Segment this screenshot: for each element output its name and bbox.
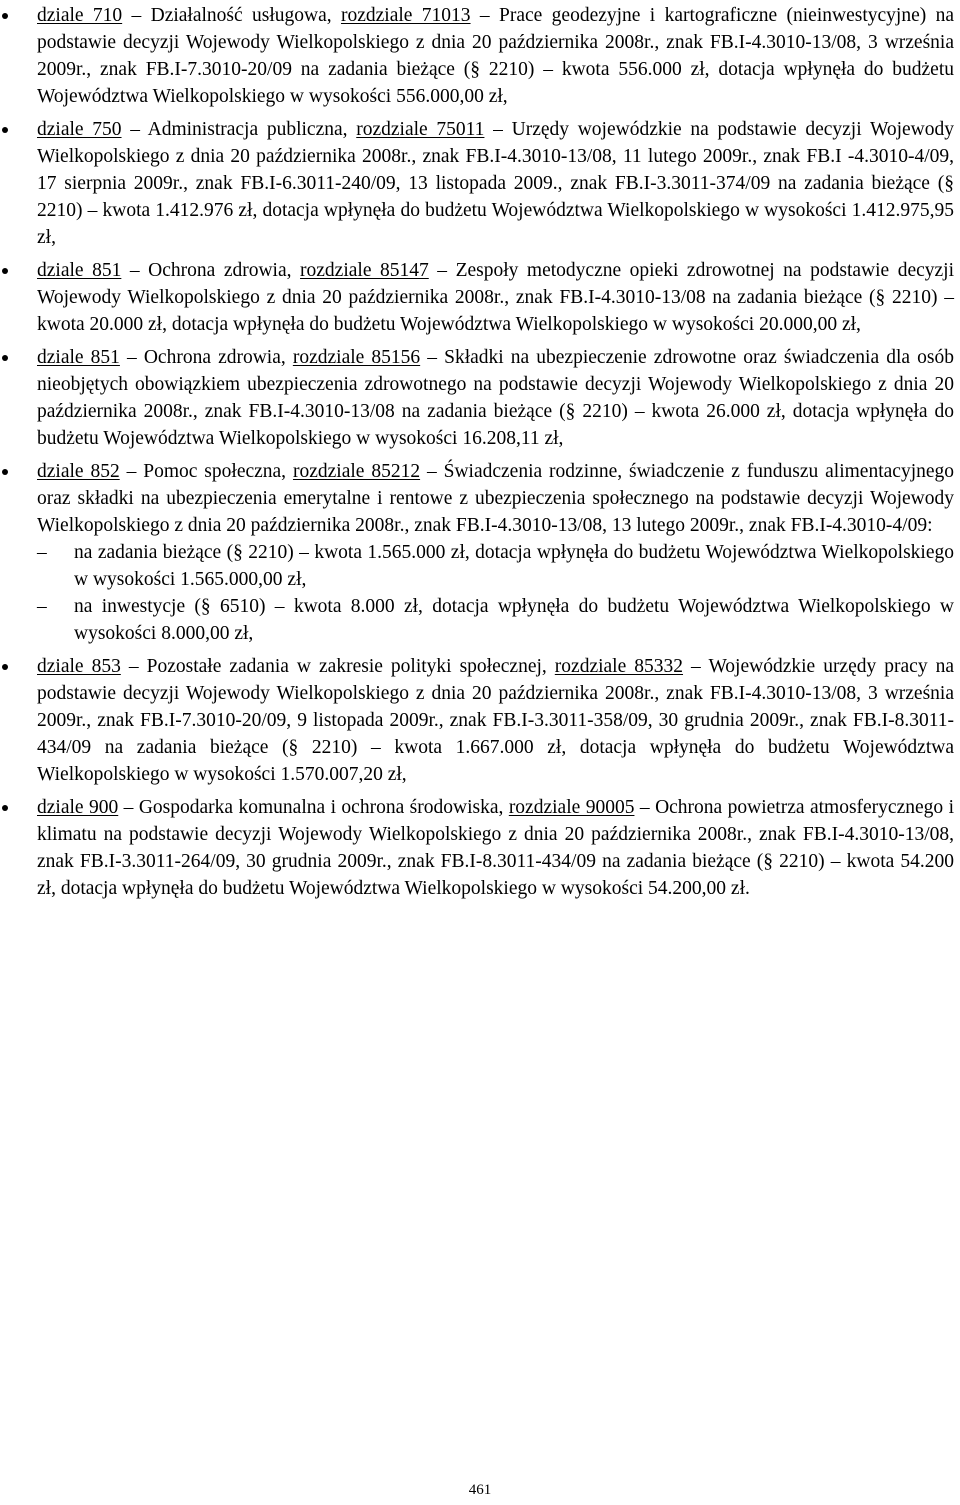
dzial-label: dziale 852 [37, 461, 120, 482]
rozdzial-label: rozdziale 90005 [508, 797, 635, 818]
funding-list [0, 2, 960, 908]
dzial-name: – Gospodarka komunalna i ochrona środowiska, [118, 797, 509, 818]
bullet-icon [2, 13, 8, 19]
rozdzial-label: rozdziale 85147 [300, 260, 429, 281]
rozdzial-label: rozdziale 85212 [292, 461, 421, 482]
dzial-label: dziale 710 [37, 5, 123, 26]
dzial-name: – Ochrona zdrowia, [121, 260, 301, 281]
sub-item-text: na inwestycje (§ 6510) – kwota 8.000 zł, dotacja wpłynęła do budżetu Województwa Wielkopolskiego w wysokości 8.000,00 zł, [74, 596, 954, 644]
dzial-label: dziale 851 [37, 260, 122, 281]
rozdzial-label: rozdziale 71013 [340, 5, 471, 26]
list-item [0, 794, 960, 902]
bullet-icon [2, 469, 8, 475]
dzial-label: dziale 900 [37, 797, 119, 818]
list-item [0, 2, 960, 110]
list-item [0, 257, 960, 338]
item-text: – Wojewódzkie urzędy pracy na podstawie decyzji Wojewody Wielkopolskiego z dnia 20 października 2008r., znak FB.I-4.3010-13/08, 3 września 2009r., znak FB.I-7.3010-20/09, 9 listopada 2009r., znak FB.I-3.3011-358/09, 30 grudnia 2009r., znak FB.I-8.3011-434/09 na zadania bieżące (§ 2210) – kwota 1.667.000 zł, dotacja wpłynęła do budżetu Województwa Wielkopolskiego w wysokości 1.570.007,20 zł, [37, 656, 954, 785]
dash-marker: – [37, 596, 47, 617]
item-text: – Składki na ubezpieczenie zdrowotne oraz świadczenia dla osób nieobjętych obowiązkiem ubezpieczenia zdrowotnego na podstawie decyzji Wojewody Wielkopolskiego z dnia 20 października 2008r., znak FB.I-4.3010-13/08 na zadania bieżące (§ 2210) – kwota 26.000 zł, dotacja wpłynęła do budżetu Województwa Wielkopolskiego w wysokości 16.208,11 zł, [37, 347, 954, 449]
rozdzial-label: rozdziale 85332 [554, 656, 684, 677]
sub-list-item [37, 539, 954, 593]
item-text: – Zespoły metodyczne opieki zdrowotnej na podstawie decyzji Wojewody Wielkopolskiego z dnia 20 października 2008r., znak FB.I-4.3010-13/08 na zadania bieżące (§ 2210) – kwota 20.000 zł, dotacja wpłynęła do budżetu Województwa Wielkopolskiego w wysokości 20.000,00 zł, [37, 260, 955, 335]
page-number: 461 [468, 1482, 492, 1498]
dzial-name: – Pozostałe zadania w zakresie polityki społecznej, [120, 656, 555, 677]
item-text: – Urzędy wojewódzkie na podstawie decyzji Wojewody Wielkopolskiego z dnia 20 października 2008r., znak FB.I-4.3010-13/08, 11 lutego 2009r., znak FB.I -4.3010-4/09, 17 sierpnia 2009r., znak FB.I-6.3011-240/09, 13 listopada 2009., znak FB.I-3.3011-374/09 na zadania bieżące (§ 2210) – kwota 1.412.976 zł, dotacja wpłynęła do budżetu Województwa Wielkopolskiego w wysokości 1.412.975,95 zł, [37, 119, 954, 248]
item-text: – Świadczenia rodzinne, świadczenie z funduszu alimentacyjnego oraz składki na ubezpieczenia emerytalne i rentowe z ubezpieczenia społecznego na podstawie decyzji Wojewody Wielkopolskiego z dnia 20 października 2008r., znak FB.I-4.3010-13/08, 13 lutego 2009r., znak FB.I-4.3010-4/09: [37, 461, 955, 536]
dzial-label: dziale 851 [37, 347, 120, 368]
bullet-icon [2, 805, 8, 811]
item-text: – Prace geodezyjne i kartograficzne (nieinwestycyjne) na podstawie decyzji Wojewody Wielkopolskiego z dnia 20 października 2008r., znak FB.I-4.3010-13/08, 3 września 2009r., znak FB.I-7.3010-20/09 na zadania bieżące (§ 2210) – kwota 556.000 zł, dotacja wpłynęła do budżetu Województwa Wielkopolskiego w wysokości 556.000,00 zł, [37, 5, 954, 107]
dash-marker: – [37, 542, 47, 563]
list-item [0, 458, 960, 647]
list-item [0, 653, 960, 788]
rozdzial-label: rozdziale 85156 [292, 347, 421, 368]
sub-list-item [37, 593, 954, 647]
rozdzial-label: rozdziale 75011 [356, 119, 485, 140]
bullet-icon [2, 355, 8, 361]
dzial-label: dziale 853 [37, 656, 121, 677]
dzial-label: dziale 750 [37, 119, 122, 140]
dzial-name: – Administracja publiczna, [121, 119, 357, 140]
sub-item-text: na zadania bieżące (§ 2210) – kwota 1.565.000 zł, dotacja wpłynęła do budżetu Województwa Wielkopolskiego w wysokości 1.565.000,00 zł, [74, 542, 954, 590]
list-item [0, 344, 960, 452]
item-text: – Ochrona powietrza atmosferycznego i klimatu na podstawie decyzji Wojewody Wielkopolskiego z dnia 20 października 2008r., znak FB.I-4.3010-13/08, znak FB.I-3.3011-264/09, 30 grudnia 2009r., znak FB.I-8.3011-434/09 na zadania bieżące (§ 2210) – kwota 54.200 zł, dotacja wpłynęła do budżetu Województwa Wielkopolskiego w wysokości 54.200,00 zł. [37, 797, 954, 899]
sub-list [37, 539, 954, 647]
dzial-name: – Działalność usługowa, [122, 5, 341, 26]
bullet-icon [2, 664, 8, 670]
bullet-icon [2, 127, 8, 133]
bullet-icon [2, 268, 8, 274]
dzial-name: – Pomoc społeczna, [119, 461, 293, 482]
dzial-name: – Ochrona zdrowia, [119, 347, 293, 368]
list-item [0, 116, 960, 251]
